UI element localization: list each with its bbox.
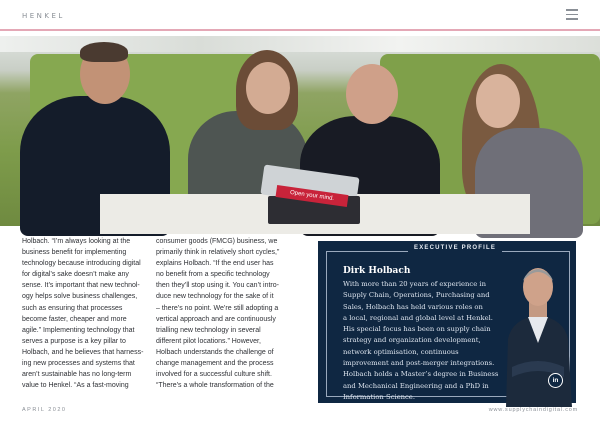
bio-line: and Mechanical Engineering and a PhD in (343, 381, 489, 390)
profile-bio (343, 279, 498, 403)
text-line: for digital’s sake doesn’t make any (22, 271, 129, 279)
article-column-left (22, 236, 143, 391)
text-line: value to Henkel. “As a fast-moving (22, 382, 129, 390)
header-divider (0, 29, 600, 31)
text-line: different pilot locations.” However, (156, 337, 261, 345)
text-line: become faster, cheaper and more (22, 315, 127, 323)
text-line: Holbach understands the challenge of (156, 348, 274, 356)
bio-line: Information Science. (343, 392, 415, 401)
linkedin-icon[interactable]: in (548, 373, 563, 388)
executive-profile-box (318, 241, 576, 403)
page-tick-right (586, 251, 600, 252)
text-line: change management and the process (156, 360, 274, 368)
text-line: ogy helps solve business challenges, (22, 293, 138, 301)
text-line: primarily think in relatively short cycles,” (156, 249, 280, 257)
menu-line (566, 9, 578, 11)
text-line: “There’s a whole transformation of the (156, 382, 274, 390)
text-line: serves a purpose is a key pillar to (22, 337, 126, 345)
bio-line: His special focus has been on supply chain (343, 325, 491, 334)
menu-line (566, 14, 578, 16)
bio-line: strategy and organization development, (343, 336, 481, 345)
article-column-middle (156, 236, 279, 391)
text-line: business benefit for implementing (22, 249, 127, 257)
bio-line: With more than 20 years of experience in (343, 280, 486, 288)
text-line: consumer goods (FMCG) business, we (156, 238, 278, 245)
profile-name: Dirk Holbach (343, 266, 411, 276)
page-tick-left (0, 251, 14, 252)
text-line: technology because introducing digital (22, 260, 141, 268)
text-line: agile.” Implementing technology that (22, 326, 135, 334)
brand-name: HENKEL (22, 12, 65, 20)
portrait-photo (498, 247, 578, 407)
page-number-right: 21 (589, 242, 596, 248)
page-header (0, 0, 600, 32)
text-line: vertical approach and are continuously (156, 315, 276, 323)
text-line: Holbach, and he believes that harness- (22, 348, 144, 356)
page-number-left: 22 (4, 242, 11, 248)
issue-date: APRIL 2020 (22, 407, 67, 413)
bio-line: Sales, Holbach has held various roles on (343, 302, 483, 311)
text-line: ing new processes and systems that (22, 360, 135, 368)
profile-tag: EXECUTIVE PROFILE (408, 244, 502, 253)
text-line: Holbach. “I’m always looking at the (22, 238, 131, 245)
bio-line: network optimisation, continuous (343, 347, 459, 356)
text-line: explains Holbach. “If the end user has (156, 260, 274, 268)
text-line: sense. It’s important that new technol- (22, 282, 140, 290)
bio-line: Supply Chain, Operations, Purchasing and (343, 291, 490, 300)
tablet-label: Open your mind. (276, 185, 349, 207)
text-line: trialling new technology in several (156, 326, 261, 334)
text-line: aren’t sustainable has no long-term (22, 371, 132, 379)
text-line: such as ensuring that processes (22, 304, 123, 312)
bio-line: Holbach holds a Master’s degree in Business (343, 370, 499, 379)
text-line: – there’s no point. We’re still adopting a (156, 304, 279, 312)
website-link[interactable]: www.supplychaindigital.com (488, 407, 578, 413)
menu-line (566, 18, 578, 20)
bio-line: improvement and post-merger integrations. (343, 359, 495, 368)
text-line: no benefit from a specific technology (156, 271, 270, 279)
bio-line: a local, regional and global level at Henkel. (343, 313, 493, 322)
hamburger-menu-icon[interactable] (566, 9, 578, 20)
text-line: involved for a successful culture shift. (156, 371, 272, 379)
text-line: duce new technology for the sake of it (156, 293, 274, 301)
text-line: then they’ll stop using it. You can’t intro- (156, 282, 279, 290)
